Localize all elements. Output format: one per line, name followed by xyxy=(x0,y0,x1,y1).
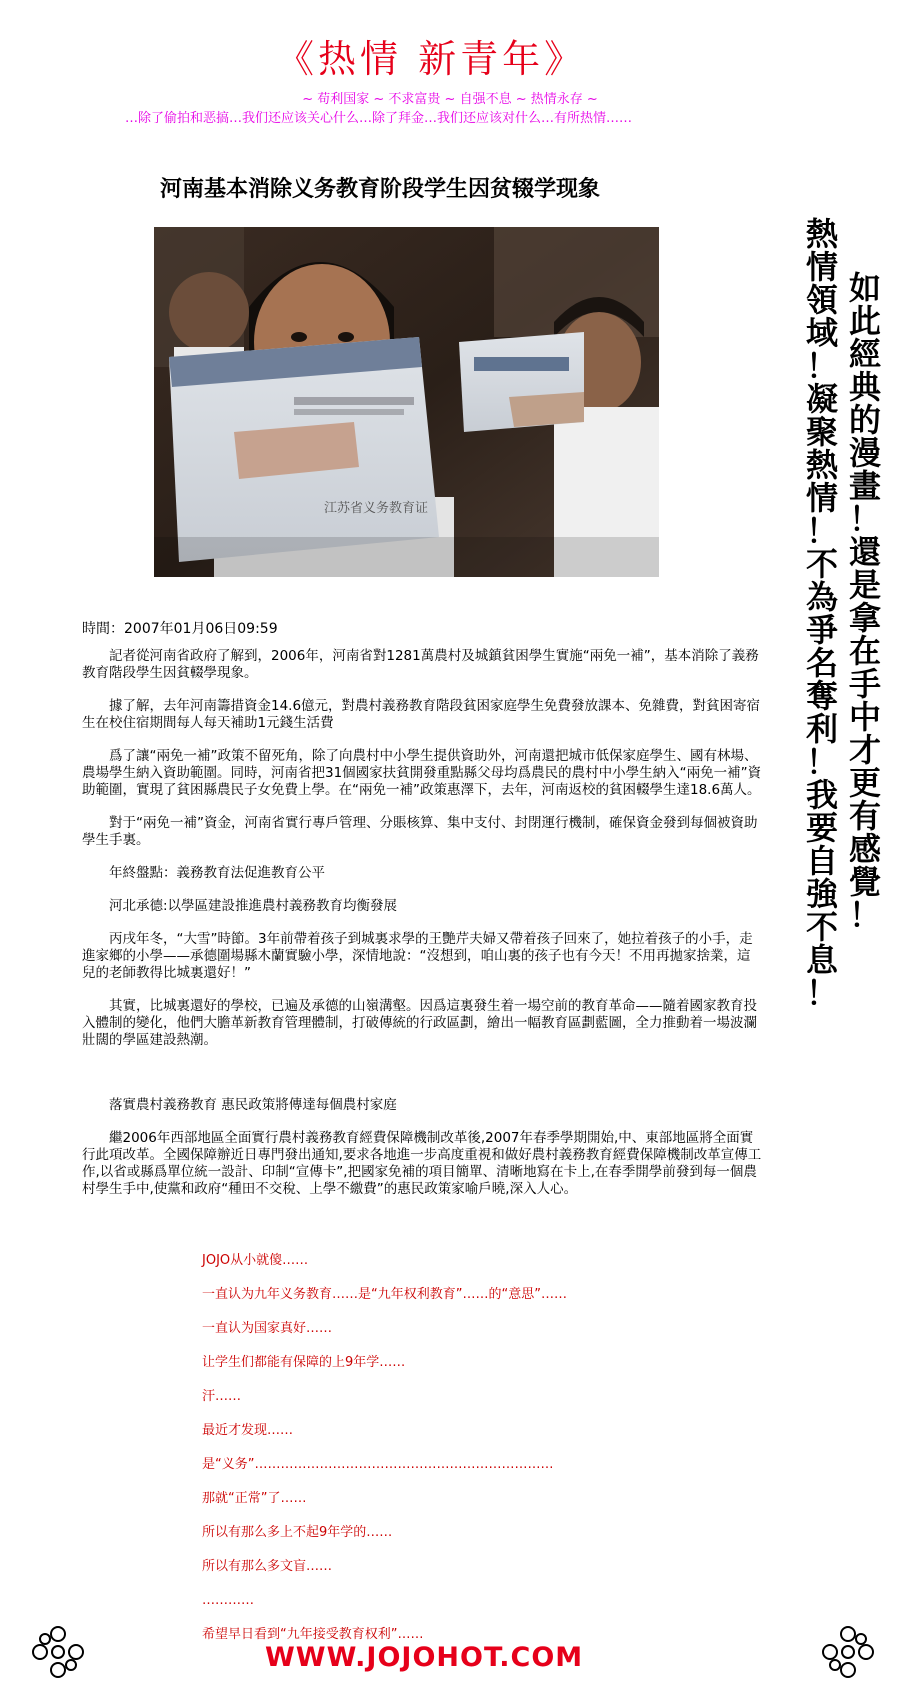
side-slogan-char: 漫 xyxy=(848,434,881,472)
site-title: 《热情 新青年》 xyxy=(276,37,587,81)
side-slogan-char: ！ xyxy=(848,896,881,934)
side-slogan-char: 不 xyxy=(805,908,838,946)
article-paragraph: 其實，比城裏還好的學校，已遍及承德的山嶺溝壑。因爲這裏發生着一場空前的教育革命——隨着國家教育投入體制的變化，他們大膽革新教育管理體制，打破傳統的行政區劃，繪出一幅教育區劃藍圖，全力推動着一場波瀾壯闊的學區建設熱潮。 xyxy=(82,998,757,1048)
side-slogan-char: 情 xyxy=(805,248,838,286)
article-paragraph: 記者從河南省政府了解到，2006年，河南省對1281萬農村及城鎮貧困學生實施“兩免一補”，基本消除了義務教育階段學生因貧輟學現象。 xyxy=(82,648,759,681)
note-line: 所以有那么多文盲…… xyxy=(202,1559,333,1574)
side-slogan-char: 域 xyxy=(805,314,838,352)
note-line: 最近才发现…… xyxy=(202,1423,294,1438)
card-title-text: 江苏省义务教育证 xyxy=(324,501,429,516)
side-slogan-char: 為 xyxy=(805,578,838,616)
side-slogan-char: 奪 xyxy=(805,677,838,715)
note-line: 所以有那么多上不起9年学的…… xyxy=(202,1525,393,1540)
flower-ornament-icon xyxy=(818,1622,878,1682)
article-paragraph: 繼2006年西部地區全面實行農村義務教育經費保障機制改革後,2007年春季學期開始,中、東部地區將全面實行此項改革。全國保障辦近日專門發出通知,要求各地進一步高度重視和做好農村義務教育經費保障機制改革宣傳工作,以省或縣爲單位統一設計、印制“宣傳卡”,把國家免補的項目簡單、清晰地寫在卡上,在春季開學前發到每一個農村學生手中,使黨和政府“種田不交稅、上學不繳費”的惠民政策家喻戶曉,深入人心。 xyxy=(82,1130,762,1197)
side-slogan-char: 名 xyxy=(805,644,838,682)
side-slogan-char: 如 xyxy=(848,269,881,307)
side-slogan-char: ！ xyxy=(805,512,838,550)
site-tagline: …除了偷拍和恶搞…我们还应该关心什么…除了拜金…我们还应该对什么…有所热情…… xyxy=(125,111,633,126)
article-subheading: 河北承德:以學區建設推進農村義務教育均衡發展 xyxy=(109,898,398,914)
side-slogan-char: 自 xyxy=(805,842,838,880)
note-line: 一直认为国家真好…… xyxy=(202,1321,333,1336)
article-photo xyxy=(154,227,659,577)
side-slogan-char: 的 xyxy=(848,401,881,439)
note-line: JOJO从小就傻…… xyxy=(202,1253,309,1268)
article-paragraph: 爲了讓“兩免一補”政策不留死角，除了向農村中小學生提供資助外，河南還把城市低保家庭學生、國有林場、農場學生納入資助範圍。同時，河南省把31個國家扶貧開發重點縣父母均爲農民的農村中小學生納入“兩免一補”資助範圍，實現了貧困縣農民子女免費上學。在“兩免一補”政策惠澤下，去年，河南返校的貧困輟學生達18.6萬人。 xyxy=(82,748,762,798)
side-slogan-char: ！ xyxy=(848,500,881,538)
side-slogan-char: 要 xyxy=(805,809,838,847)
article-subheading: 年終盤點：義務教育法促進教育公平 xyxy=(109,865,325,881)
side-slogan-char: 此 xyxy=(848,302,881,340)
side-slogan-char: 經 xyxy=(848,335,881,373)
side-slogan-char: 感 xyxy=(848,830,881,868)
side-slogan-char: 利 xyxy=(805,710,838,748)
side-slogan-char: 息 xyxy=(805,941,838,979)
side-slogan-char: 更 xyxy=(848,764,881,802)
site-slogan: ~ 苟利国家 ~ 不求富贵 ~ 自强不息 ~ 热情永存 ~ xyxy=(302,92,598,107)
article-paragraph: 對于“兩免一補”資金，河南省實行專戶管理、分賬核算、集中支付、封閉運行機制，確保資金發到每個被資助學生手裏。 xyxy=(82,815,758,848)
side-slogan-char: 中 xyxy=(848,698,881,736)
article-subheading: 落實農村義務教育 惠民政策將傳達每個農村家庭 xyxy=(109,1097,397,1113)
flower-ornament-icon xyxy=(28,1622,88,1682)
side-slogan-char: 有 xyxy=(848,797,881,835)
side-slogan-char: 拿 xyxy=(848,599,881,637)
side-slogan-char: 還 xyxy=(848,533,881,571)
article-headline: 河南基本消除义务教育阶段学生因贫辍学现象 xyxy=(160,177,601,202)
side-slogan-char: 爭 xyxy=(805,611,838,649)
note-line: 是“义务”…………………………………………………………… xyxy=(202,1457,554,1472)
side-slogan-right xyxy=(804,215,840,1012)
note-line: 让学生们都能有保障的上9年学…… xyxy=(202,1355,406,1370)
side-slogan-char: 不 xyxy=(805,545,838,583)
side-slogan-char: 情 xyxy=(805,479,838,517)
side-slogan-char: 手 xyxy=(848,665,881,703)
article-date: 時間：2007年01月06日09:59 xyxy=(82,621,278,637)
side-slogan-char: ！ xyxy=(805,347,838,385)
side-slogan-char: 聚 xyxy=(805,413,838,451)
article-paragraph: 丙戌年冬，“大雪”時節。3年前帶着孩子到城裏求學的王艷芹夫婦又帶着孩子回來了，她拉着孩子的小手，走進家鄉的小學——承德圍場縣木蘭實驗小學，深情地說：“沒想到，咱山裏的孩子也有今天！不用再拋家捨業，這兒的老師教得比城裏還好！” xyxy=(82,931,753,981)
note-line: 汗…… xyxy=(202,1389,242,1404)
side-slogan-char: 強 xyxy=(805,875,838,913)
author-notes xyxy=(202,1252,567,1660)
side-slogan-char: 熱 xyxy=(805,446,838,484)
side-slogan-char: 在 xyxy=(848,632,881,670)
side-slogan-left xyxy=(847,269,883,934)
note-line: 那就“正常”了…… xyxy=(202,1491,307,1506)
site-url-link[interactable]: WWW.JOJOHOT.COM xyxy=(265,1642,584,1673)
article-paragraph: 據了解，去年河南籌措資金14.6億元，對農村義務教育階段貧困家庭學生免費發放課本、免雜費，對貧困寄宿生在校住宿期間每人每天補助1元錢生活費 xyxy=(82,698,761,731)
article-body xyxy=(82,648,762,1214)
side-slogan-char: 領 xyxy=(805,281,838,319)
side-slogan-char: 畫 xyxy=(848,467,881,505)
side-slogan-char: 我 xyxy=(805,776,838,814)
side-slogan-char: 是 xyxy=(848,566,881,604)
side-slogan-char: 覺 xyxy=(848,863,881,901)
side-slogan-char: 典 xyxy=(848,368,881,406)
side-slogan-char: 熱 xyxy=(805,215,838,253)
note-line: 一直认为九年义务教育……是“九年权利教育”……的“意思”…… xyxy=(202,1287,567,1302)
note-line: ………… xyxy=(202,1593,254,1608)
side-slogan-char: ！ xyxy=(805,743,838,781)
note-line: 希望早日看到“九年接受教育权利”…… xyxy=(202,1627,424,1642)
side-slogan-char: 凝 xyxy=(805,380,838,418)
side-slogan-char: ！ xyxy=(805,974,838,1012)
side-slogan-char: 才 xyxy=(848,731,881,769)
